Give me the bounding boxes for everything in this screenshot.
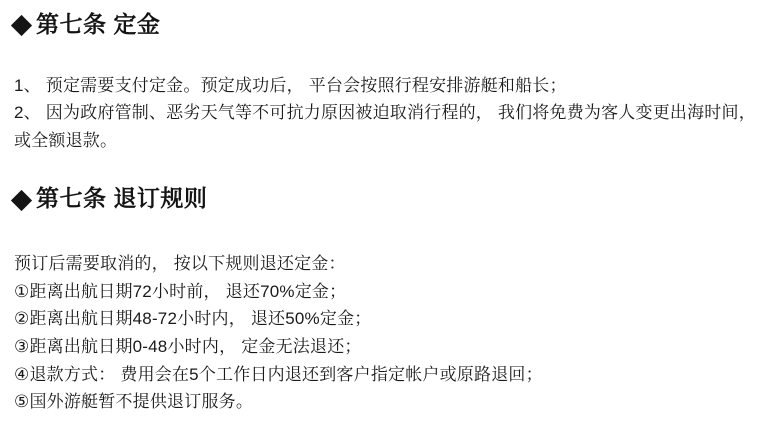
spacer	[14, 230, 756, 250]
cancellation-rule-3: ③距离出航日期0-48小时内， 定金无法退还；	[14, 336, 362, 356]
diamond-bullet-icon	[11, 190, 32, 211]
spacer	[14, 56, 756, 72]
section-cancellation	[14, 184, 756, 415]
cancellation-intro: 预订后需要取消的， 按以下规则退还定金：	[14, 254, 346, 274]
section-heading-deposit	[14, 10, 756, 40]
cancellation-rule-4: ④退款方式： 费用会在5个工作日内退还到客户指定帐户或原路退回；	[14, 364, 543, 384]
deposit-paragraph-2: 2、 因为政府管制、恶劣天气等不可抗力原因被迫取消行程的， 我们将免费为客人变更出海时间， 或全额退款。	[14, 103, 756, 150]
section-heading-cancellation-text: 第七条 退订规则	[36, 185, 208, 212]
section-deposit	[14, 10, 756, 154]
deposit-paragraph-1: 1、 预定需要支付定金。预定成功后， 平台会按照行程安排游艇和船长；	[14, 75, 567, 95]
section-spacer	[14, 154, 756, 184]
cancellation-rule-5: ⑤国外游艇暂不提供退订服务。	[14, 392, 254, 412]
diamond-bullet-icon	[11, 15, 32, 36]
section-heading-cancellation	[14, 184, 756, 214]
cancellation-rule-2: ②距离出航日期48-72小时内， 退还50%定金；	[14, 309, 372, 329]
section-heading-deposit-text: 第七条 定金	[36, 11, 161, 37]
cancellation-rule-1: ①距离出航日期72小时前， 退还70%定金；	[14, 281, 347, 301]
